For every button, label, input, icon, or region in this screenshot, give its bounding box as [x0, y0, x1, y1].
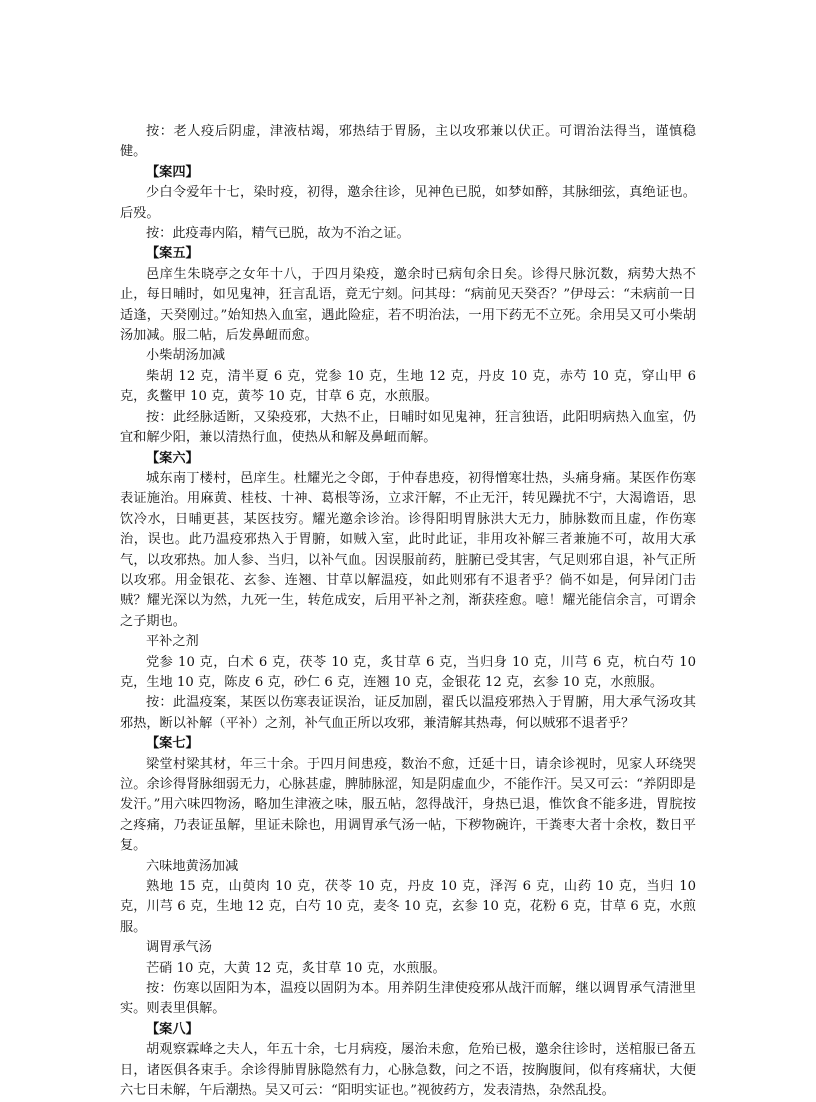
case-paragraph: 城东南丁楼村，邑庠生。杜耀光之令郎，于仲春患疫，初得憎寒壮热，头痛身痛。某医作伤寒表证施治。用麻黄、桂枝、十神、葛根等汤，立求汗解，不止无汗，转见躁扰不宁，大渴谵语，思饮冷水，日晡更甚，某医技穷。耀光邀余诊治。诊得阳明胃脉洪大无力，肺脉数而且虚，作伤寒治，误也。此乃温疫邪热入于胃腑，如贼入室，此时此证，非用攻补解三者兼施不可，故用大承气，以攻邪热。加人参、当归，以补气血。因误服前药，脏腑已受其害，气足则邪自退，补气正所以攻邪。用金银花、玄参、连翘、甘草以解温疫，如此则邪有不退者乎？倘不如是，何异闭门击贼？耀光深以为然，九死一生，转危成安，后用平补之剂，渐获痊愈。噫！耀光能信余言，可谓余之子期也。: [120, 470, 696, 629]
prescription-paragraph: 熟地 15 克，山萸肉 10 克，茯苓 10 克，丹皮 10 克，泽泻 6 克，山药 10 克，当归 10 克，川芎 6 克，生地 12 克，白芍 10 克，麦冬 10 克，玄参 10 克，花粉 6 克，甘草 6 克，水煎服。: [120, 879, 696, 935]
commentary-paragraph: 按：此经脉适断，又染疫邪，大热不止，日晡时如见鬼神，狂言独语，此阳明病热入血室，仍宜和解少阳，兼以清热行血，使热从和解及鼻衄而解。: [120, 409, 696, 446]
case-heading: 【案七】: [146, 736, 199, 752]
commentary-paragraph: 按：此疫毒内陷，精气已脱，故为不治之证。: [146, 226, 410, 242]
case-heading: 【案六】: [146, 450, 199, 466]
case-paragraph: 梁堂村梁其材，年三十余。于四月间患疫，数治不愈，迁延十日，请余诊视时，见家人环绕哭泣。余诊得肾脉细弱无力，心脉甚虚，脾肺脉涩，知是阴虚血少，不能作汗。吴又可云：“养阴即是发汗。”用六味四物汤，略加生津液之味，服五帖，忽得战汗，身热已退，惟饮食不能多进，胃脘按之疼痛，乃表证虽解，里证未除也，用调胃承气汤一帖，下秽物碗许，干粪枣大者十余枚，数日平复。: [120, 756, 696, 854]
case-heading: 【案五】: [146, 246, 199, 262]
prescription-title: 调胃承气汤: [146, 940, 212, 956]
prescription-paragraph: 柴胡 12 克，清半夏 6 克，党参 10 克，生地 12 克，丹皮 10 克，赤芍 10 克，穿山甲 6 克，炙鳖甲 10 克，黄芩 10 克，甘草 6 克，水煎服。: [120, 368, 696, 405]
prescription-title: 小柴胡汤加减: [146, 348, 226, 364]
commentary-paragraph: 按：老人疫后阴虚，津液枯竭，邪热结于胃肠，主以攻邪兼以伏正。可谓治法得当，谨慎稳健。: [120, 124, 696, 160]
commentary-paragraph: 按：此温疫案，某医以伤寒表证误治，证反加剧，翟氏以温疫邪热入于胃腑，用大承气汤攻其邪热，断以补解（平补）之剂，补气血正所以攻邪，兼清解其热毒，何以贼邪不退者乎？: [120, 695, 696, 731]
case-paragraph: 邑庠生朱晓亭之女年十八，于四月染疫，邀余时已病旬余日矣。诊得尺脉沉数，病势大热不止，每日晡时，如见鬼神，狂言乱语，竟无宁刻。问其母：“病前见天癸否？”伊母云：“未病前一日适逢，天癸刚过。”始知热入血室，遇此险症，若不明治法，一用下药无不立死。余用吴又可小柴胡汤加减。服二帖，后发鼻衄而愈。: [120, 266, 696, 344]
document-page: [120, 122, 696, 1102]
prescription-title: 平补之剂: [146, 634, 199, 650]
case-heading: 【案四】: [146, 164, 199, 180]
commentary-paragraph: 按：伤寒以固阳为本，温疫以固阴为本。用养阴生津使疫邪从战汗而解，继以调胃承气清泄里实。则表里俱解。: [120, 981, 696, 1017]
case-paragraph: 胡观察霖峰之夫人，年五十余，七月病疫，屡治未愈，危殆已极，邀余往诊时，送棺服已备五日，诸医俱各束手。余诊得肺胃脉隐然有力，心脉急数，问之不语，按胸腹间，似有疼痛状，大便六七日未解，午后潮热。吴又可云：“阳明实证也。”视彼药方，发表清热，杂然乱投。: [120, 1042, 696, 1099]
case-heading: 【案八】: [146, 1021, 199, 1037]
prescription-paragraph: 党参 10 克，白术 6 克，茯苓 10 克，炙甘草 6 克，当归身 10 克，川芎 6 克，杭白芍 10 克，生地 10 克，陈皮 6 克，砂仁 6 克，连翘 10 克，金银花 12 克，玄参 10 克，水煎服。: [120, 654, 696, 690]
case-paragraph: 少白令爱年十七，染时疫，初得，邀余往诊，见神色已脱，如梦如醉，其脉细弦，真绝证也。后殁。: [120, 185, 696, 221]
prescription-title: 六味地黄汤加减: [146, 858, 239, 874]
prescription-paragraph: 芒硝 10 克，大黄 12 克，炙甘草 10 克，水煎服。: [146, 960, 446, 976]
